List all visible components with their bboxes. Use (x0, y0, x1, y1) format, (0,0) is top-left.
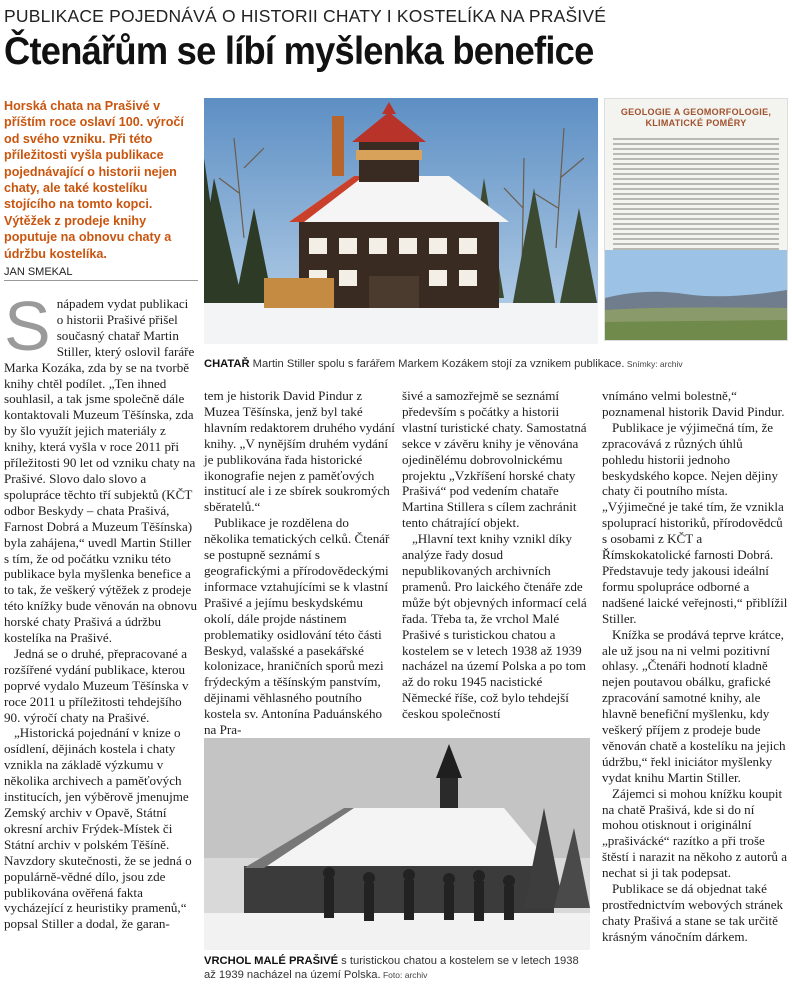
chalet-caption-text: Martin Stiller spolu s farářem Markem Kozákem stojí za vznikem publikace. (249, 358, 625, 370)
historic-photo (204, 738, 590, 950)
col1-paragraph-2: Jedná se o druhé, přepracované a rozšířené vydání publikace, kterou poprvé vydalo Muzeum Těšínska v roce 2011 u příležitosti tehdejšího 90. výročí chaty na Prašivé. (4, 645, 189, 725)
chalet-photo (204, 98, 598, 344)
chalet-caption-label: CHATAŘ (204, 358, 250, 370)
historic-caption-credit: Foto: archiv (380, 970, 428, 980)
col4-paragraph-4: Zájemci si mohou knížku koupit na chatě Prašivá, kde si do ní mohou otisknout i originální „prašivácké“ razítko a při troše štěstí i narazit na někoho z autorů a nechat si ji tak podepsat. (602, 785, 788, 881)
chalet-illustration (204, 98, 598, 344)
article-headline: Čtenářům se líbí myšlenka benefice (4, 30, 594, 73)
col4-paragraph-5: Publikace se dá objednat také prostřednictvím webových stránek chaty Prašivá a stane se tak určitě krásným vánočním dárkem. (602, 881, 784, 944)
historic-caption-text: s turistickou chatou a kostelem se v letech 1938 až 1939 nacházel na území Polska. (204, 955, 579, 981)
col1-paragraph-1: nápadem vydat publikaci o historii Prašivé přišel současný chatař Martin Stiller, který oslovil faráře Marka Kozáka, zda by se na tvorbě knihy chtěl podílet. „Ten ihned souhlasil, a tak jsme společně dále kontaktovali Muzeum Těšínska, zda by šlo využít jejich materiály z knihy, která vyšla v roce 2011 při příležitosti 90 let od vzniku chaty na Prašivé. Slovo dalo slovo a spolupráce těchto tří subjektů (KČT odbor Beskydy – chata Prašivá, Farnost Dobrá a Muzeum Těšínska) byla zahájena,“ uvedl Martin Stiller s tím, že od počátku vzniku této publikace byla myšlenka benefice a to tak, že veškerý výtěžek z prodeje této knížky bude věnován na obnovu horské chaty Prašivá a údržbu kostelíka na Prašivé. (4, 296, 198, 646)
chalet-photo-caption (204, 357, 790, 371)
col4-paragraph-1: vnímáno velmi bolestně,“ poznamenal historik David Pindur. (602, 388, 785, 419)
col2-paragraph-1: tem je historik David Pindur z Muzea Těšínska, jenž byl také hlavním redaktorem druhého vydání knihy. „V nynějším druhém vydání je publikována řada historické ikonografie nejen z paměťových institucí ale i ze sbírek soukromých sběratelů.“ (204, 388, 395, 515)
col3-paragraph-2: „Hlavní text knihy vznikl díky analýze řady dosud nepublikovaných archivních pramenů. Pro laického čtenáře zde může být objevných informací celá řada. Třeba ta, že vrchol Malé Prašivé s turistickou chatou a kostelem se v letech 1938 až 1939 nacházel na území Polska a po tom až do roku 1945 nacistické Německé říše, což bylo tehdejší českou společností (402, 531, 587, 722)
book-page-inset (604, 98, 788, 341)
article-lead: Horská chata na Prašivé v příštím roce oslaví 100. výročí od svého vzniku. Při této příležitosti vyšla publikace pojednávající o historii nejen chaty, ale také kostelíku stojícího na tomto kopci. Výtěžek z prodeje knihy poputuje na obnovu chaty a údržbu kostelíka. (4, 99, 184, 261)
col4-paragraph-3: Knížka se prodává teprve krátce, ale už jsou na ni velmi pozitivní ohlasy. „Čtenáři hodnotí kladně nejen poutavou obálku, grafické zpracování samotné knihy, ale hlavně benefiční myšlenku, kdy veškerý příjem z prodeje bude věnován chatě a kostelíku na jejich údržbu,“ řekl iniciátor myšlenky vydat knihu Martin Stiller. (602, 626, 786, 785)
historic-photo-caption (204, 954, 590, 982)
article-column-3 (402, 388, 594, 722)
article-column-1 (4, 287, 198, 932)
historic-illustration (204, 738, 590, 950)
dropcap: S (4, 287, 51, 365)
historic-caption-label: VRCHOL MALÉ PRAŠIVÉ (204, 955, 339, 967)
inset-landscape-photo (605, 250, 787, 340)
col2-paragraph-2: Publikace je rozdělena do několika tematických celků. Čtenář se postupně seznámí s geografickými a přírodovědeckými informace vztahujícími se k vlastní Prašivé a jejímu beskydskému okolí, dále projde nástinem problematiky osidlování této části Beskyd, valašské a pasekářské kolonizace, hraničních sporů mezi frýdeckým a těšínským panstvím, dějinami věhlasného poutního kostela sv. Antonína Paduánského na Pra- (204, 515, 390, 738)
chalet-caption-credit: Snímky: archiv (624, 359, 683, 369)
inset-title: GEOLOGIE A GEOMORFOLOGIE, KLIMATICKÉ POMĚRY (620, 107, 772, 128)
col1-paragraph-3: „Historická pojednání v knize o osídlení, dějinách kostela i chaty vznikla na základě výzkumu v několika archivech a paměťových institucích, jen výběrově jmenujme Zemský archiv v Opavě, Státní okresní archiv Frýdek-Místek či Státní archiv v polském Těšíně. Navzdory skutečnosti, že se jedná o populárně-vědné dílo, jsou zde publikována ověřená fakta vycházející z heuristiky pramenů,“ popsal Stiller a dodal, že garan- (4, 725, 192, 932)
col4-paragraph-2: Publikace je výjimečná tím, že zpracovává z různých úhlů pohledu historii jednoho beskydského kopce. Nejen dějiny chaty či poutního místa. „Výjimečné je také tím, že vznikla spoluprací historiků, přírodovědců s osobami z KČT a Římskokatolické farnosti Dobrá. Představuje tedy jakousi ideální formu spolupráce odborné a nadšené laické veřejnosti,“ přiblížil Stiller. (602, 419, 788, 626)
article-column-2 (204, 388, 396, 738)
article-kicker: PUBLIKACE POJEDNÁVÁ O HISTORII CHATY I KOSTELÍKA NA PRAŠIVÉ (4, 6, 607, 26)
article-column-4 (602, 388, 788, 945)
col3-paragraph-1: šivé a samozřejmě se seznámí především s počátky a historii vlastní turistické chaty. Samostatná sekce v závěru knihy je věnována ojedinělému dobrovolnickému projektu „Vzkříšení horské chaty Prašivá“ pod vedením chataře Martina Stillera s cílem zachránit tento chátrající objekt. (402, 388, 587, 531)
byline: JAN SMEKAL (4, 266, 198, 281)
